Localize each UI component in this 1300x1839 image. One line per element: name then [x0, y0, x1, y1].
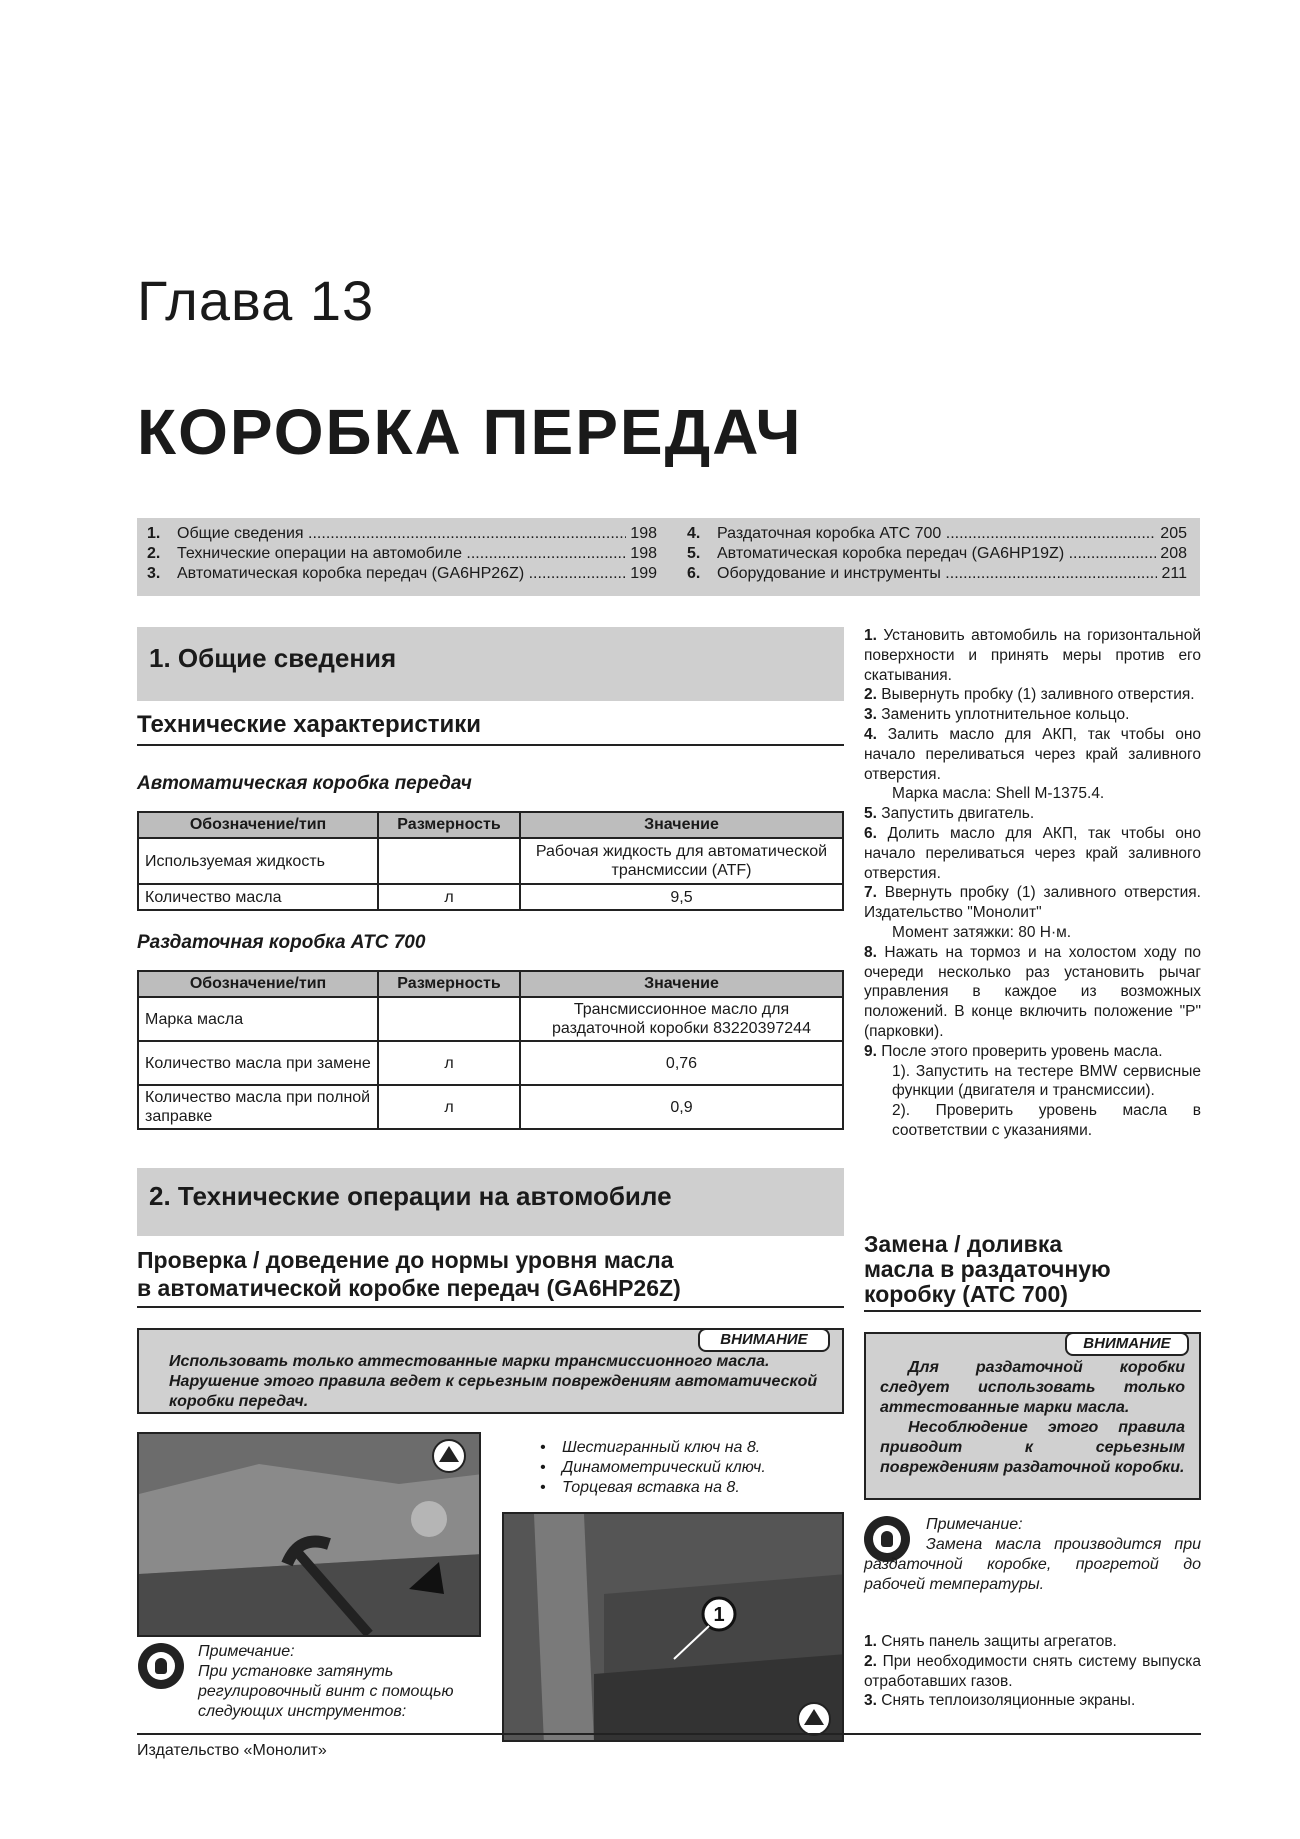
step-number: 4. [864, 725, 877, 743]
step-paragraph [864, 626, 1201, 685]
step-text: Момент затяжки: 80 Н·м. [892, 923, 1072, 941]
step-paragraph [864, 1632, 1201, 1652]
note-icon [138, 1643, 184, 1689]
cell-value: Рабочая жидкость для автоматической трансмиссии (ATF) [520, 838, 843, 884]
heading-line-1: Замена / доливка [864, 1231, 1063, 1257]
cell-type: Количество масла [138, 884, 378, 910]
step-text: После этого проверить уровень масла. [881, 1042, 1163, 1060]
step-number: 3. [864, 706, 877, 724]
warning-paragraph: Несоблюдение этого правила приводит к серьезным повреждениям раздаточной коробки. [880, 1419, 1185, 1476]
section-2-subheading [137, 1246, 844, 1308]
heading-line-3: коробку (ATC 700) [864, 1281, 1068, 1307]
subheading-line-1: Проверка / доведение до нормы уровня масла [137, 1247, 674, 1273]
step-text: 1). Запустить на тестере BMW сервисные функции (двигателя и трансмиссии). [892, 1062, 1201, 1100]
step-text: Ввернуть пробку (1) заливного отверстия. Издательство "Монолит" [864, 884, 1201, 922]
cell-type: Количество масла при полной заправке [138, 1085, 378, 1129]
right-column-steps [864, 626, 1201, 1141]
toc-number: 4. [687, 525, 701, 542]
step-number: 9. [864, 1042, 877, 1060]
toc-title: Автоматическая коробка передач (GA6HP26Z) ..... [177, 564, 626, 584]
toc-title: Раздаточная коробка ATC 700 ..... [717, 524, 1156, 544]
step-number: 2. [864, 1652, 877, 1670]
note-1 [198, 1642, 476, 1722]
photo-illustration [139, 1434, 481, 1637]
warning-paragraph: Для раздаточной коробки следует использовать только аттестованные марки масла. [880, 1359, 1185, 1416]
spec-table-transmission [137, 811, 844, 911]
toc-page: 211 [1161, 565, 1187, 582]
col-header-value: Значение [520, 812, 843, 838]
table-row [138, 884, 843, 910]
toc-entry [687, 564, 1187, 584]
step-paragraph [864, 1691, 1201, 1711]
step-paragraph [864, 1062, 1201, 1102]
section-2-heading: 2. Технические операции на автомобиле [137, 1168, 844, 1236]
toc-entry [687, 524, 1187, 544]
table-2-title: Раздаточная коробка ATC 700 [137, 932, 426, 953]
step-number: 3. [864, 1692, 877, 1710]
step-text: При необходимости снять систему выпуска отработавших газов. [864, 1652, 1202, 1690]
toc-number: 6. [687, 565, 701, 582]
tool-item: • Торцевая вставка на 8. [540, 1478, 766, 1498]
cell-type: Марка масла [138, 997, 378, 1041]
note-body: Замена масла производится при раздаточной коробке, прогретой до рабочей температуры. [864, 1536, 1201, 1593]
cell-unit [378, 838, 520, 884]
step-text: Залить масло для АКП, так чтобы оно начало переливаться через край заливного отверстия. [864, 725, 1201, 783]
cell-value: 0,76 [520, 1041, 843, 1085]
table-row [138, 1041, 843, 1085]
tool-item: • Шестигранный ключ на 8. [540, 1438, 766, 1458]
note-label: Примечание: [198, 1643, 295, 1660]
table-of-contents [137, 518, 1200, 596]
cell-value: 0,9 [520, 1085, 843, 1129]
step-text: 2). Проверить уровень масла в соответствии с указаниями. [892, 1102, 1201, 1139]
toc-page: 208 [1160, 545, 1187, 562]
toc-entry [147, 544, 657, 564]
footer-publisher: Издательство «Монолит» [137, 1742, 327, 1759]
step-paragraph [864, 1042, 1201, 1062]
photo-underbody [502, 1512, 844, 1742]
step-text: Установить автомобиль на горизонтальной поверхности и принять меры против его скатывания. [864, 627, 1201, 684]
step-text: Марка масла: Shell M-1375.4. [892, 785, 1105, 803]
step-number: 1. [864, 1633, 877, 1650]
step-paragraph [864, 1652, 1201, 1692]
cell-value: 9,5 [520, 884, 843, 910]
step-text: Долить масло для АКП, так чтобы оно начало переливаться через край заливного отверстия. [864, 824, 1201, 882]
warning-badge: ВНИМАНИЕ [1065, 1332, 1189, 1356]
subheading-line-2: в автоматической коробке передач (GA6HP26Z) [137, 1275, 681, 1301]
right-section-steps [864, 1632, 1201, 1711]
section-1-heading: 1. Общие сведения [137, 627, 844, 701]
toc-entry [147, 564, 657, 584]
tool-item: • Динамометрический ключ. [540, 1458, 766, 1478]
toc-right-column [687, 524, 1187, 584]
section-1-subheading: Технические характеристики [137, 706, 844, 746]
step-paragraph [864, 883, 1201, 923]
warning-box-right [864, 1332, 1201, 1500]
note-body: При установке затянуть регулировочный винт с помощью следующих инструментов: [198, 1663, 454, 1720]
note-2 [864, 1515, 1201, 1595]
step-paragraph [864, 784, 1201, 804]
cell-type: Количество масла при замене [138, 1041, 378, 1085]
table-1-title: Автоматическая коробка передач [137, 773, 472, 794]
warning-text [880, 1358, 1185, 1478]
step-paragraph [864, 705, 1201, 725]
step-paragraph [864, 824, 1201, 883]
toc-entry [147, 524, 657, 544]
cell-type: Используемая жидкость [138, 838, 378, 884]
step-number: 1. [864, 627, 877, 644]
step-number: 2. [864, 686, 877, 704]
photo-illustration [504, 1514, 844, 1742]
step-paragraph [864, 685, 1201, 705]
toc-page: 205 [1160, 525, 1187, 542]
warning-badge: ВНИМАНИЕ [698, 1328, 830, 1352]
toc-page: 198 [630, 525, 657, 542]
step-number: 5. [864, 805, 877, 823]
toc-title: Оборудование и инструменты ..... [717, 564, 1157, 584]
toc-page: 199 [630, 565, 657, 582]
step-number: 8. [864, 943, 877, 961]
chapter-title: КОРОБКА ПЕРЕДАЧ [137, 396, 803, 468]
toc-number: 3. [147, 565, 161, 582]
col-header-value: Значение [520, 971, 843, 997]
callout-number: 1 [713, 1604, 725, 1626]
col-header-type: Обозначение/тип [138, 812, 378, 838]
step-text: Вывернуть пробку (1) заливного отверстия. [881, 686, 1195, 704]
note-label: Примечание: [926, 1516, 1023, 1533]
toc-left-column [147, 524, 657, 584]
cell-unit: л [378, 1085, 520, 1129]
step-paragraph [864, 943, 1201, 1042]
photo-transmission-plug [137, 1432, 481, 1637]
step-paragraph [864, 725, 1201, 784]
toc-entry [687, 544, 1187, 564]
step-paragraph [864, 1101, 1201, 1141]
cell-unit: л [378, 884, 520, 910]
toc-page: 198 [630, 545, 657, 562]
toc-number: 2. [147, 545, 161, 562]
heading-line-2: масла в раздаточную [864, 1256, 1111, 1282]
step-text: Нажать на тормоз и на холостом ходу по очереди несколько раз установить рычаг управления в каждое из возможных положений. В конце включить положение "P" (парковки). [864, 943, 1201, 1040]
col-header-type: Обозначение/тип [138, 971, 378, 997]
table-row [138, 1085, 843, 1129]
step-text: Снять панель защиты агрегатов. [881, 1633, 1117, 1650]
step-text: Запустить двигатель. [881, 805, 1035, 823]
cell-unit [378, 997, 520, 1041]
step-paragraph [864, 923, 1201, 943]
col-header-unit: Размерность [378, 971, 520, 997]
step-text: Заменить уплотнительное кольцо. [881, 706, 1130, 724]
table-row [138, 838, 843, 884]
footer-rule [137, 1733, 1201, 1735]
tool-list [540, 1438, 766, 1498]
cell-value: Трансмиссионное масло для раздаточной коробки 83220397244 [520, 997, 843, 1041]
toc-number: 1. [147, 525, 161, 542]
toc-title: Технические операции на автомобиле ..... [177, 544, 626, 564]
step-number: 6. [864, 824, 877, 842]
toc-title: Автоматическая коробка передач (GA6HP19Z) ..... [717, 544, 1156, 564]
cell-unit: л [378, 1041, 520, 1085]
step-number: 7. [864, 884, 877, 902]
chapter-label: Глава 13 [137, 269, 375, 332]
warning-box [137, 1328, 844, 1414]
toc-number: 5. [687, 545, 701, 562]
step-paragraph [864, 804, 1201, 824]
right-section-heading [864, 1232, 1201, 1312]
warning-text: Использовать только аттестованные марки трансмиссионного масла. Нарушение этого правила ведет к серьезным повреждениям автоматической коробки передач. [169, 1353, 818, 1410]
toc-title: Общие сведения ..... [177, 524, 626, 544]
table-row [138, 997, 843, 1041]
spec-table-transfer-case [137, 970, 844, 1130]
col-header-unit: Размерность [378, 812, 520, 838]
step-text: Снять теплоизоляционные экраны. [881, 1692, 1136, 1710]
